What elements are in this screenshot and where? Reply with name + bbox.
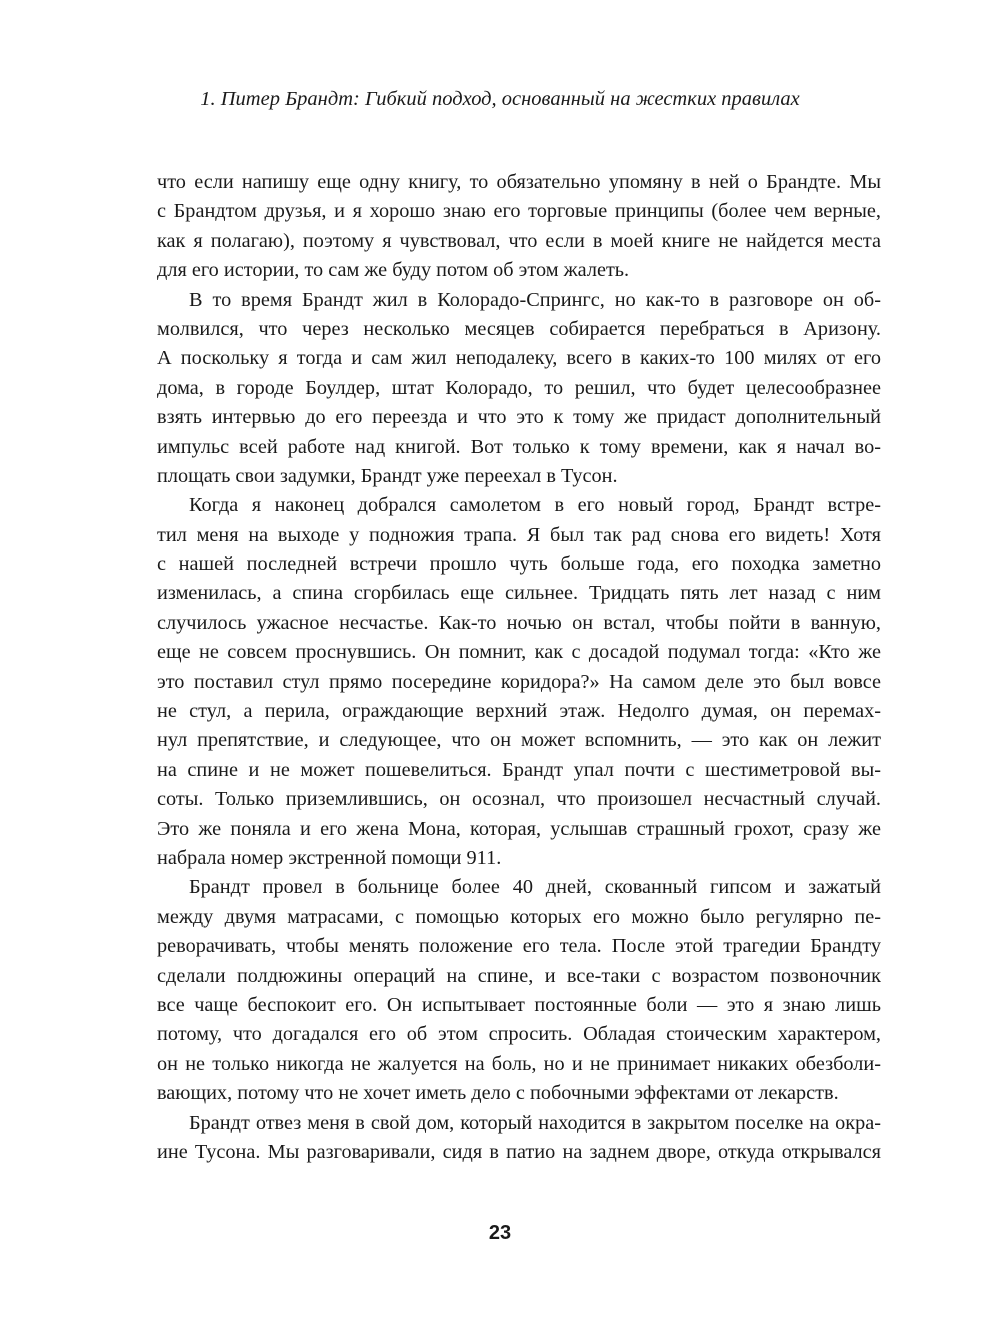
- text-line: дома, в городе Боулдер, штат Колорадо, то решил, что будет целесообразнее: [157, 376, 881, 399]
- running-head: 1. Питер Брандт: Гибкий подход, основанный на жестких правилах: [200, 88, 800, 110]
- text-line: это поставил стул прямо посередине коридора?» На самом деле это был вовсе: [157, 670, 881, 693]
- text-line: Брандт провел в больнице более 40 дней, скованный гипсом и зажатый: [189, 876, 881, 899]
- text-line: В то время Брандт жил в Колорадо-Спрингс, но как-то в разговоре он об-: [189, 288, 881, 311]
- text-line: что если напишу еще одну книгу, то обязательно упомяну в ней о Брандте. Мы: [157, 171, 881, 193]
- text-line: он не только никогда не жалуется на боль, но и не принимает никаких обезболи-: [157, 1052, 881, 1075]
- text-line: реворачивать, чтобы менять положение его тела. После этой трагедии Брандту: [157, 935, 881, 958]
- text-line: изменилась, а спина сгорбилась еще сильнее. Тридцать пять лет назад с ним: [157, 582, 881, 605]
- text-line: между двумя матрасами, с помощью которых его можно было регулярно пе-: [157, 905, 881, 928]
- text-line: с Брандтом друзья, и я хорошо знаю его торговые принципы (более чем верные,: [157, 200, 881, 223]
- text-line: случилось ужасное несчастье. Как-то ночью он встал, чтобы пойти в ванную,: [157, 611, 881, 634]
- text-line: вающих, потому что не хочет иметь дело с побочными эффектами от лекарств.: [157, 1082, 839, 1105]
- text-line: на спине и не может пошевелиться. Брандт упал почти с шестиметровой вы-: [157, 758, 881, 781]
- text-line: нул препятствие, и следующее, что он может вспомнить, — это как он лежит: [157, 729, 881, 752]
- paragraph: [157, 1109, 881, 1168]
- text-line: молвился, что через несколько месяцев собирается перебраться в Аризону.: [157, 317, 881, 340]
- text-line: не стул, а перила, ограждающие верхний этаж. Недолго думая, он перемах-: [157, 700, 881, 723]
- text-line: набрала номер экстренной помощи 911.: [157, 846, 502, 869]
- text-line: Когда я наконец добрался самолетом в его новый город, Брандт встре-: [189, 494, 881, 517]
- body-text: [157, 168, 881, 1167]
- paragraph: [157, 491, 881, 873]
- text-line: как я полагаю), поэтому я чувствовал, что если в моей книге не найдется места: [157, 229, 881, 252]
- text-line: импульс всей работе над книгой. Вот только к тому времени, как я начал во-: [157, 435, 881, 458]
- text-line: с нашей последней встречи прошло чуть больше года, его походка заметно: [157, 553, 881, 576]
- paragraph: [157, 168, 881, 286]
- text-line: для его истории, то сам же буду потом об этом жалеть.: [157, 259, 630, 282]
- text-line: еще не совсем проснувшись. Он помнит, как с досадой подумал тогда: «Кто же: [157, 641, 881, 664]
- page-number: 23: [488, 1222, 512, 1244]
- text-line: потому, что догадался его об этом спросить. Обладая стоическим характером,: [157, 1023, 881, 1046]
- text-line: Брандт отвез меня в свой дом, который находится в закрытом поселке на окра-: [189, 1111, 881, 1134]
- text-line: взять интервью до его переезда и что это к тому же придаст дополнительный: [157, 406, 881, 429]
- text-line: А поскольку я тогда и сам жил неподалеку, всего в каких-то 100 милях от его: [157, 347, 881, 370]
- paragraph: [157, 286, 881, 492]
- text-line: площать свои задумки, Брандт уже переехал в Тусон.: [157, 464, 618, 487]
- paragraph: [157, 873, 881, 1108]
- text-line: тил меня на выходе у подножия трапа. Я был так рад снова его видеть! Хотя: [157, 523, 881, 546]
- text-line: все чаще беспокоит его. Он испытывает постоянные боли — это я знаю лишь: [157, 993, 881, 1016]
- text-line: соты. Только приземлившись, он осознал, что произошел несчастный случай.: [157, 788, 881, 811]
- text-line: ине Тусона. Мы разговаривали, сидя в патио на заднем дворе, откуда открывался: [157, 1140, 881, 1163]
- text-line: Это же поняла и его жена Мона, которая, услышав страшный грохот, сразу же: [157, 817, 881, 840]
- text-line: сделали полдюжины операций на спине, и все-таки с возрастом позвоночник: [157, 964, 881, 987]
